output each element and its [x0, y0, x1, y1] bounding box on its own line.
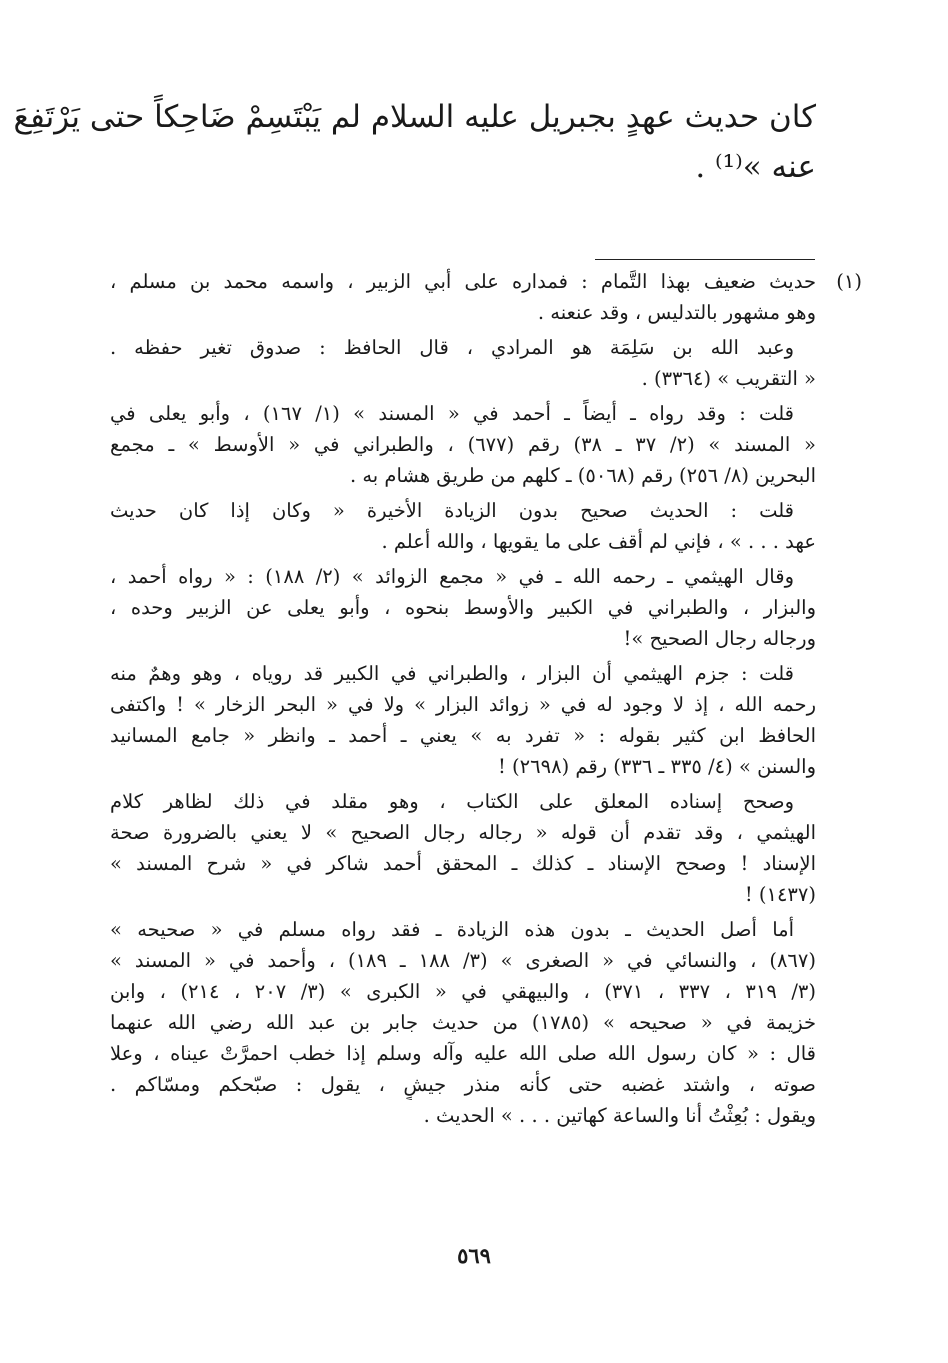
- footnote-line: قلت : جزم الهيثمي أن البزار ، والطبراني في الكبير قد روياه ، وهو وهمٌ منه: [110, 662, 794, 685]
- footnote-paragraph: [110, 561, 816, 654]
- footnote-line: صوته ، واشتد غضبه حتى كأنه منذر جيشٍ ، يقول : صبّحكم ومسّاكم .: [110, 1073, 816, 1096]
- footnote-line: ويقول : بُعِثْتُ أنا والساعة كهاتين . . . » الحديث .: [423, 1104, 816, 1127]
- main-text-line: كان حديث عهدٍ بجبريل عليه السلام لم يَبْتَسِمْ ضَاحِكاً حتى يَرْتَفِعَ: [13, 99, 816, 135]
- footnote-paragraph: [110, 332, 816, 394]
- footnote-line: (٣/ ٣١٩ ، ٣٣٧ ، ٣٧١) ، والبيهقي في « الكبرى » (٣/ ٢٠٧ ، ٢١٤) ، وابن: [110, 980, 816, 1003]
- footnote-line: أما أصل الحديث ـ بدون هذه الزيادة ـ فقد رواه مسلم في « صحيحه »: [110, 918, 794, 941]
- footnote-paragraph: [110, 398, 816, 491]
- main-text: [13, 92, 816, 192]
- footnote-line: قلت : وقد رواه ـ أيضاً ـ أحمد في « المسند » (١/ ١٦٧) ، وأبو يعلى في: [110, 402, 794, 425]
- footnote-line: خزيمة في « صحيحه » (١٧٨٥) من حديث جابر بن عبد الله رضي الله عنهما: [110, 1011, 816, 1034]
- footnote-line: الإسناد ! وصحح الإسناد ـ كذلك ـ المحقق أحمد شاكر في « شرح المسند »: [110, 852, 816, 875]
- footnote-line: قلت : الحديث صحيح بدون الزيادة الأخيرة « وكان إذا كان حديث: [110, 499, 794, 522]
- footnote-line: الحافظ ابن كثير بقوله : « تفرد به » يعني ـ أحمد ـ وانظر « جامع المسانيد: [110, 724, 816, 747]
- footnote-line: البحرين (٨/ ٢٥٦) رقم (٥٠٦٨) ـ كلهم من طريق هشام به .: [349, 464, 816, 487]
- footnote-line: قال : « كان رسول الله صلى الله عليه وآله وسلم إذا خطب احمرَّتْ عيناه ، وعلا: [110, 1042, 816, 1065]
- footnote-line: وهو مشهور بالتدليس ، وقد عنعنه .: [537, 301, 816, 324]
- footnote-line: وقال الهيثمي ـ رحمه الله ـ في « مجمع الزوائد » (٢/ ١٨٨) : « رواه أحمد ،: [110, 565, 794, 588]
- footnote-paragraph: [110, 658, 816, 782]
- footnote-line: وصحح إسناده المعلق على الكتاب ، وهو مقلد في ذلك لظاهر كلام: [110, 790, 794, 813]
- footnote-line: رحمه الله ، إذ لا وجود له في « زوائد البزار » ولا في « البحر الزخار » ! واكتفى: [110, 693, 816, 716]
- footnote-marker: (١): [836, 270, 862, 293]
- footnote-line: عهد . . . » ، فإني لم أقف على ما يقويها ، والله أعلم .: [381, 530, 816, 553]
- footnote-line: « التقريب » (٣٣٦٤) .: [641, 367, 816, 390]
- footnote-line: (٨٦٧) ، والنسائي في « الصغرى » (٣/ ١٨٨ ـ ١٨٩) ، وأحمد في « المسند »: [110, 949, 816, 972]
- page-number: ٥٦٩: [457, 1243, 491, 1268]
- footnote-paragraph: [110, 914, 816, 1131]
- footnote-line: حديث ضعيف بهذا التَّمام : فمداره على أبي الزبير ، واسمه محمد بن مسلم ،: [110, 270, 816, 293]
- footnote-line: والبزار ، والطبراني في الكبير والأوسط بنحوه ، وأبو يعلى عن الزبير وحده ،: [110, 596, 816, 619]
- footnotes-section: [110, 266, 862, 1135]
- footnote-line: « المسند » (٢/ ٣٧ ـ ٣٨) رقم (٦٧٧) ، والطبراني في « الأوسط » ـ مجمع: [110, 433, 816, 456]
- footnote-line: الهيثمي ، وقد تقدم أن قوله « رجاله رجال الصحيح » لا يعني بالضرورة صحة: [110, 821, 816, 844]
- footnote-line: (١٤٣٧) !: [744, 883, 816, 906]
- footnote-paragraph: [110, 495, 816, 557]
- footnote-paragraph: [110, 266, 862, 328]
- footnote-line: ورجاله رجال الصحيح »!: [623, 627, 816, 650]
- footnote-line: والسنن » (٤/ ٣٣٥ ـ ٣٣٦) رقم (٢٦٩٨) !: [498, 755, 816, 778]
- main-text-line: عنه »⁽¹⁾ .: [695, 149, 816, 185]
- footnote-line: وعبد الله بن سَلِمَة هو المرادي ، قال الحافظ : صدوق تغير حفظه .: [110, 336, 794, 359]
- footnote-divider: [595, 259, 815, 260]
- footnote-paragraph: [110, 786, 816, 910]
